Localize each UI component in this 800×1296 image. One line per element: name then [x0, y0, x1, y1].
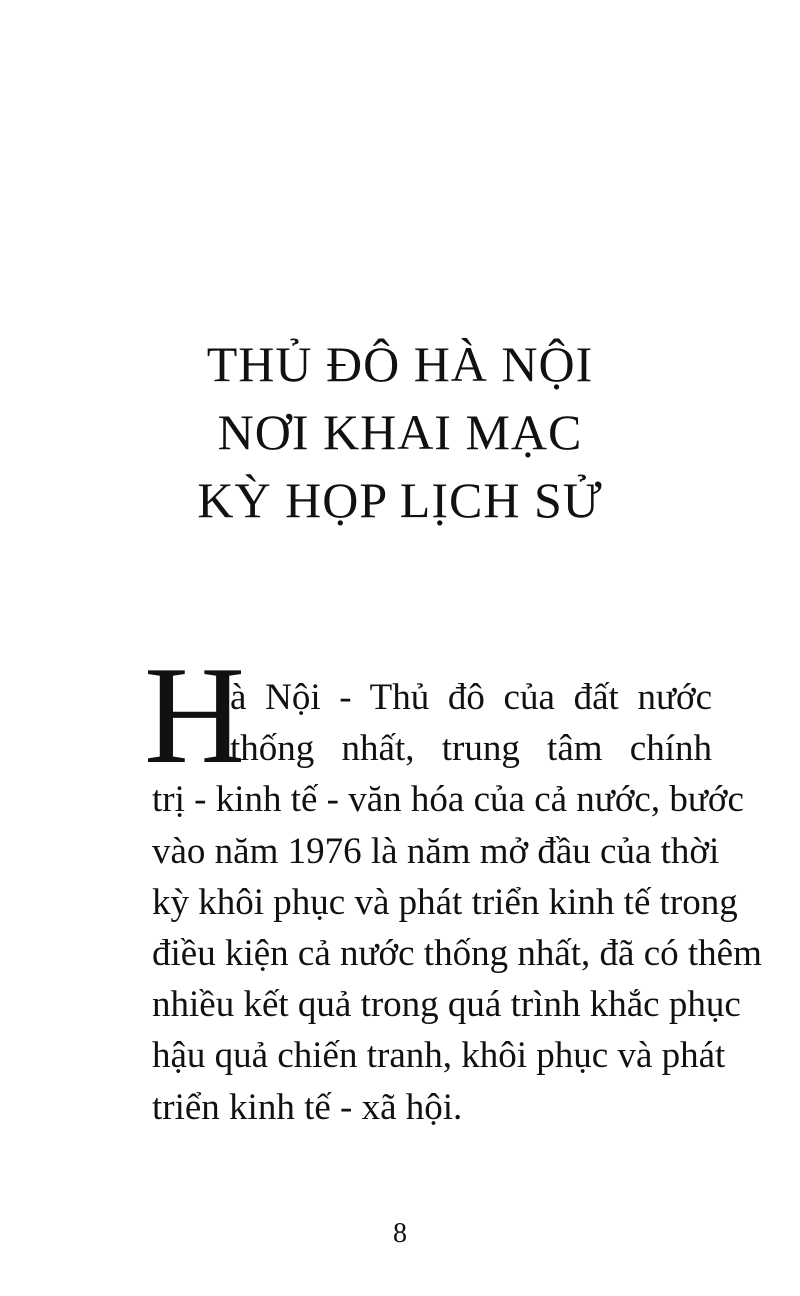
- paragraph-line-7: nhiều kết quả trong quá trình khắc phục: [152, 984, 741, 1026]
- paragraph-line-3: trị - kinh tế - văn hóa của cả nước, bước: [152, 779, 744, 821]
- paragraph-line-2: thống nhất, trung tâm chính: [230, 728, 712, 770]
- paragraph-line-4: vào năm 1976 là năm mở đầu của thời: [152, 830, 720, 872]
- body-paragraph: [152, 672, 762, 1133]
- drop-cap-letter: H: [144, 638, 246, 793]
- paragraph-line-6: điều kiện cả nước thống nhất, đã có thêm: [152, 932, 762, 974]
- paragraph-line-8: hậu quả chiến tranh, khôi phục và phát: [152, 1035, 726, 1077]
- page-number: 8: [393, 1218, 407, 1249]
- paragraph-line-1: à Nội - Thủ đô của đất nước: [230, 677, 712, 718]
- chapter-title-line-3: KỲ HỌP LỊCH SỬ: [197, 472, 603, 528]
- chapter-title-line-1: THỦ ĐÔ HÀ NỘI: [206, 336, 594, 392]
- paragraph-line-9: triển kinh tế - xã hội.: [152, 1086, 463, 1128]
- chapter-title: [0, 330, 800, 534]
- chapter-title-line-2: NƠI KHAI MẠC: [217, 404, 583, 460]
- paragraph-line-5: kỳ khôi phục và phát triển kinh tế trong: [152, 881, 738, 923]
